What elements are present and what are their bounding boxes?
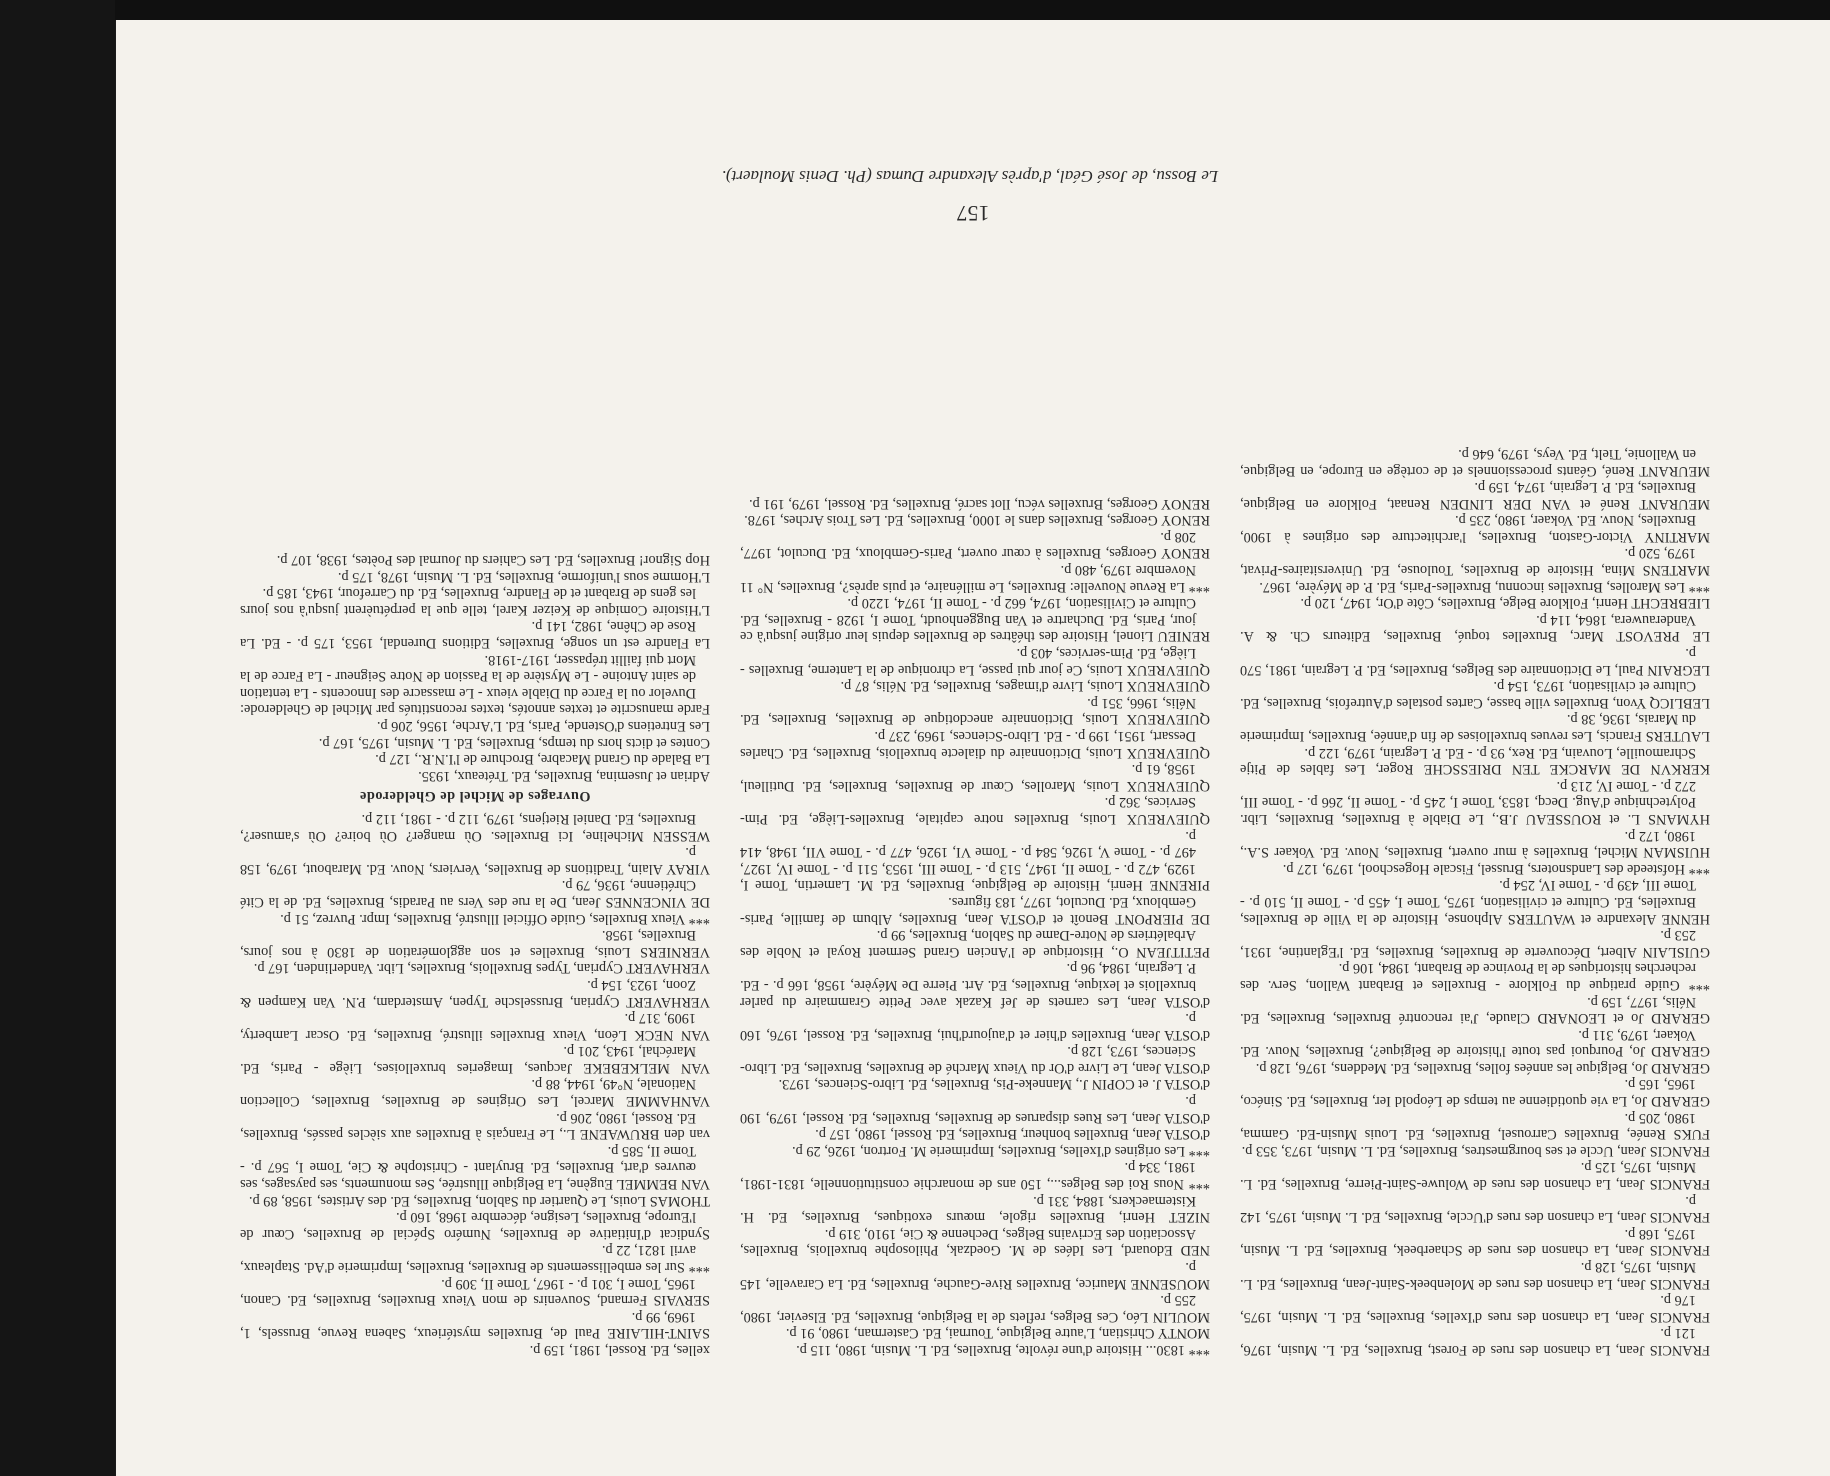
bibliography-entry: SAINT-HILAIRE Paul de, Bruxelles mystérieux, Sabena Revue, Brussels, 1, 1969, 99 p. <box>240 1308 710 1342</box>
bibliography-entry: d'OSTA Jean, Le Livre d'Or du Vieux Marché de Bruxelles, Bruxelles, Ed. Libro-Sciences, 1973, 128 p. <box>740 1043 1210 1076</box>
bibliography-entry: FUKS Renée, Bruxelles Carrousel, Bruxelles, Ed. Louis Musin-Ed. Gamma, 1980, 205 p. <box>1240 1109 1710 1143</box>
bibliography-entry: L'Histoire Comique de Keizer Karel, telle que la perpétuèrent jusqu'à nos jours les gens de Brabant et de Flandre, Bruxelles, Ed. du Carrefour, 1943, 185 p. <box>240 585 710 618</box>
bibliography-entry: MONTY Christian, L'autre Belgique, Tournai, Ed. Casterman, 1980, 91 p. <box>785 1325 1210 1342</box>
bibliography-entry: VAN NECK Léon, Vieux Bruxelles illustré, Bruxelles, Ed. Oscar Lamberty, 1909, 317 p. <box>240 1010 710 1043</box>
bibliography-entry: NED Edouard, Les Idées de M. Goedzak, Philosophe bruxellois, Bruxelles, Association des Ecrivains Belges, Dechenne & Cie, 1910, 319 p. <box>740 1225 1210 1259</box>
bibliography-entry: FRANCIS Jean, La chanson des rues d'Ixelles, Bruxelles, Ed. L. Musin, 1975, 176 p. <box>1240 1292 1710 1325</box>
bibliography-entry: QUIEVREUX Louis, Marolles, Cœur de Bruxelles, Bruxelles, Ed. Dutilleul, 1958, 61 p. <box>740 761 1210 794</box>
bibliography-entry: La Flandre est un songe, Bruxelles, Editions Durendal, 1953, 175 p. - Ed. La Rose de Chêne, 1982, 141 p. <box>240 618 710 652</box>
bibliography-entry: RENOY Georges, Bruxelles vécu, Ilot sacré, Bruxelles, Ed. Rossel, 1979, 191 p. <box>749 495 1210 512</box>
bibliography-entry: MARTINY Victor-Gaston, Bruxelles, l'architecture des origines à 1900, Bruxelles, Nouv. Ed. Vokaer, 1980, 235 p. <box>1240 512 1710 545</box>
bibliography-entry: VERHAVERT Cyprian, Types Bruxellois, Bruxelles, Libr. Vanderlinden, 167 p. <box>253 960 710 977</box>
bibliography-entry: *** Nous Roi des Belges..., 150 ans de monarchie constitutionnelle, 1831-1981, 1981, 334 p. <box>740 1159 1210 1193</box>
bibliography-entry: LIEBRECHT Henri, Folklore Belge, Bruxelles, Côte d'Or, 1947, 120 p. <box>1300 595 1710 612</box>
bibliography-entry: Syndicat d'Initiative de Bruxelles, Numéro Spécial de Bruxelles, Cœur de l'Europe, Bruxelles, Lesigne, décembre 1968, 160 p. <box>240 1209 710 1242</box>
bibliography-entry: Les Entretiens d'Ostende, Paris, Ed. L'Arche, 1956, 206 p. <box>376 718 710 735</box>
bibliography-entry: Hop Signor! Bruxelles, Ed. Les Cahiers du Journal des Poètes, 1938, 107 p. <box>276 552 710 569</box>
bibliography-entry: Contes et dicts hors du temps, Bruxelles, Ed. L. Musin, 1975, 167 p. <box>318 734 710 751</box>
bibliography-entry: GUISLAIN Albert, Découverte de Bruxelles, Bruxelles, Ed. l'Eglantine, 1931, 253 p. <box>1240 927 1710 960</box>
bibliography-entry: *** 1830... Histoire d'une révolte, Bruxelles, Ed. L. Musin, 1980, 115 p. <box>796 1342 1210 1358</box>
bibliography-entry: FRANCIS Jean, La chanson des rues de Molenbeek-Saint-Jean, Bruxelles, Ed. L. Musin, 1975, 128 p. <box>1240 1259 1710 1292</box>
bibliography-entry: THOMAS Louis, Le Quartier du Sablon, Bruxelles, Ed. des Artistes, 1958, 89 p. <box>248 1192 710 1209</box>
page-number: 157 <box>956 201 990 226</box>
bibliography-entry: MOULIN Léo, Ces Belges, reflets de la Belgique, Bruxelles, Ed. Elsevier, 1980, 255 p. <box>740 1292 1210 1325</box>
bibliography-entry: *** La Revue Nouvelle: Bruxelles, Le millénaire, et puis après?, Bruxelles, N° 11 Novembre 1979, 480 p. <box>740 562 1210 595</box>
bibliography-entry: *** Les origines d'Ixelles, Bruxelles, Imprimerie M. Fortron, 1926, 29 p. <box>792 1142 1210 1159</box>
bibliography-entry: *** Hofsteede des Landsnoters, Brussel, Fiscale Hogeschool, 1979, 127 p. <box>1282 860 1710 877</box>
bibliography-entry: MEURANT René et VAN DER LINDEN Renaat, Folklore en Belgique, Bruxelles, Ed. P. Legrain, 1974, 159 p. <box>1240 479 1710 512</box>
bibliography-entry: VERNIERS Louis, Bruxelles et son agglomération de 1830 à nos jours, Bruxelles, 1958. <box>240 927 710 960</box>
bibliography-entry: L'Homme sous l'uniforme, Bruxelles, Ed. L. Musin, 1978, 175 p. <box>337 568 710 585</box>
page-content-rotated <box>116 20 1830 1476</box>
bibliography-entry: QUIEVREUX Louis, Ce jour qui passe, La chronique de la Lanterne, Bruxelles - Liège, Ed. Pim-services, 403 p. <box>740 645 1210 678</box>
scan-top-edge <box>0 0 1830 20</box>
bibliography-entry: QUIEVREUX Louis, Dictionnaire anecdotique de Bruxelles, Bruxelles, Ed. Nélis, 1966, 351 p. <box>740 694 1210 728</box>
bibliography-entry: RENOY Georges, Bruxelles à cœur ouvert, Paris-Gembloux, Ed. Duculot, 1977, 208 p. <box>740 528 1210 562</box>
bibliography-entry: *** Vieux Bruxelles, Guide Officiel Illustré, Bruxelles, Impr. Puvrez, 51 p. <box>280 910 710 927</box>
bibliography-entry: d'OSTA Jean, Bruxelles d'hier et d'aujourd'hui, Bruxelles, Ed. Rossel, 1976, 160 p. <box>740 1010 1210 1043</box>
bibliography-entry: FRANCIS Jean, Uccle et ses bourgmestres, Bruxelles, Ed. L. Musin, 1973, 353 p. <box>1241 1142 1710 1159</box>
bibliography-entry: LEGRAIN Paul, Le Dictionnaire des Belges, Bruxelles, Ed. P. Legrain, 1981, 570 p. <box>1240 645 1710 678</box>
photo-caption: Le Bossu, de José Géal, d'après Alexandre Dumas (Ph. Denis Moulaert). <box>721 167 1219 186</box>
bibliography-entry: FRANCIS Jean, La chanson des rues de Forest, Bruxelles, Ed. L. Musin, 1976, 121 p. <box>1240 1325 1710 1358</box>
bibliography-entry: LE PREVOST Marc, Bruxelles toqué, Bruxelles, Editeurs Ch. & A. Vanderauwera, 1864, 114 p. <box>1240 611 1710 645</box>
bibliography-entry: *** Guide pratique du Folklore - Bruxelles et Brabant Wallon, Serv. des recherches historiques de la Province de Brabant, 1984, 106 p. <box>1240 960 1710 993</box>
bibliography-entry: MOUSENNE Maurice, Bruxelles Rive-Gauche, Bruxelles, Ed. La Caravelle, 145 p. <box>740 1259 1210 1292</box>
bibliography-entry: RENOY Georges, Bruxelles dans le 1000, Bruxelles, Ed. Les Trois Arches, 1978. <box>744 512 1210 529</box>
bibliography-entry: FRANCIS Jean, La chanson des rues de Schaerbeek, Bruxelles, Ed. L. Musin, 1975, 168 p. <box>1240 1225 1710 1259</box>
bibliography-entry: d'OSTA Jean, Les carnets de Jef Kazak avec Petite Grammaire du parler bruxellois et lexique, Bruxelles, Ed. Art. Pierre De Méyère, 1958, 166 p. - Ed. P. Legrain, 1984, 96 p. <box>740 960 1210 1010</box>
bibliography-entry: La Balade du Grand Macabre, Brochure de l'I.N.R., 127 p. <box>375 751 710 768</box>
bibliography-entry: PETITJEAN O., Historique de l'Ancien Grand Serment Royal et Noble des Arbalétriers de Notre-Dame du Sablon, Bruxelles, 99 p. <box>740 927 1210 960</box>
bibliography-entry: HENNE Alexandre et WAUTERS Alphonse, Histoire de la Ville de Bruxelles, Bruxelles, Ed. Culture et civilisation, 1975, Tome I, 455 p. - Tome II, 510 p. - Tome III, 439 p. - Tome IV, 254 p. <box>1240 877 1710 927</box>
bibliography-entry: FRANCIS Jean, La chanson des rues d'Uccle, Bruxelles, Ed. L. Musin, 1975, 142 p. <box>1240 1192 1710 1226</box>
bibliography-entry: d'OSTA J. et COPIN J., Manneke-Pis, Bruxelles, Ed. Libro-Sciences, 1973. <box>778 1076 1210 1093</box>
bibliography-entry: KERKVN DE MARCKE TEN DRIESSCHE Roger, Les fables de Pitje Schramouille, Louvain, Ed. Rex, 93 p. - Ed. P. Legrain, 1979, 122 p. <box>1240 744 1710 778</box>
bibliography-entry: van den BRUWAENE L., Le Français à Bruxelles aux siècles passés, Bruxelles, Ed. Rossel, 1980, 206 p. <box>240 1109 710 1143</box>
bibliography-entry: GERARD Jo, Pourquoi pas toute l'histoire de Belgique?, Bruxelles, Nouv. Ed. Vokaer, 1979, 311 p. <box>1240 1026 1710 1060</box>
bibliography-entry: QUIEVREUX Louis, Livre d'images, Bruxelles, Ed. Nélis, 87 p. <box>840 678 1210 695</box>
bibliography-entry: LAUTERS Francis, Les revues bruxelloises de fin d'année, Bruxelles, Imprimerie du Marais, 1936, 38 p. <box>1240 711 1710 745</box>
book-page <box>116 20 1830 1476</box>
bibliography-column-3 <box>240 258 710 1358</box>
bibliography-entry: *** Sur les embellissements de Bruxelles, Bruxelles, Imprimerie d'Ad. Stapleaux, avril 1821, 22 p. <box>240 1242 710 1276</box>
bibliography-entry: GERARD Jo, Belgique les années folles, Bruxelles, Ed. Meddens, 1976, 128 p. <box>1255 1059 1710 1076</box>
bibliography-entry: VERHAVERT Cyprian, Brusselsche Typen, Amsterdam, P.N. Van Kampen & Zoon, 1923, 154 p. <box>240 976 710 1010</box>
bibliography-entry: LEBLICQ Yvon, Bruxelles ville basse, Cartes postales d'Autrefois, Bruxelles, Ed. Culture et civilisation, 1973, 154 p. <box>1240 678 1710 711</box>
bibliography-entry: d'OSTA Jean, Bruxelles bonheur, Bruxelles, Ed. Rossel, 1980, 157 p. <box>815 1126 1210 1143</box>
bibliography-entry: GERARD Jo, La vie quotidienne au temps de Léopold Ier, Bruxelles, Ed. Sinéco, 1965, 165 p. <box>1240 1076 1710 1110</box>
bibliography-entry: DE PIERPONT Benoît et d'OSTA Jean, Bruxelles, Album de famille, Paris-Gembloux, Ed. Duculot, 1977, 183 figures. <box>740 893 1210 927</box>
bibliography-entry: RENIEU Lionel, Histoire des théâtres de Bruxelles depuis leur origine jusqu'à ce jour, Paris, Ed. Duchartre et Van Buggenhoudt, Tome I, 1928 - Bruxelles, Ed. Culture et Civilisation, 1974, 662 p. - Tome II, 1974, 1220 p. <box>740 595 1210 645</box>
bibliography-entry: GERARD Jo et LEONARD Claude, J'ai rencontré Bruxelles, Bruxelles, Ed. Nélis, 1977, 159 p. <box>1240 993 1710 1027</box>
bibliography-entry: VAN BEMMEL Eugène, La Belgique Illustrée, Ses monuments, ses paysages, ses œuvres d'art, Bruxelles, Ed. Bruylant - Christophe & Cie, Tome I, 567 p. - Tome II, 585 p. <box>240 1142 710 1193</box>
bibliography-entry: xelles, Ed. Rossel, 1981, 159 p. <box>529 1342 710 1358</box>
bibliography-entry: SERVAIS Fernand, Souvenirs de mon Vieux Bruxelles, Bruxelles, Ed. Canon, 1965, Tome I, 301 p. - 1967, Tome II, 309 p. <box>240 1275 710 1309</box>
bibliography-entry: PIRENNE Henri, Histoire de Belgique, Bruxelles, Ed. M. Lamertin, Tome I, 1929, 472 p. - Tome II, 1947, 513 p. - Tome III, 1953, 511 p. - Tome IV, 1927, 497 p. - Tome V, 1926, 584 p. - Tome VI, 1926, 477 p. - Tome VII, 1948, 414 p. <box>740 827 1210 894</box>
bibliography-entry: *** Les Marolles, Bruxelles inconnu, Bruxelles-Paris, Ed. P. de Méyère, 1967. <box>1259 578 1710 595</box>
bibliography-entry: HUISMAN Michel, Bruxelles à mur ouvert, Bruxelles, Nouv. Ed. Vokaer S.A., 1980, 172 p. <box>1240 827 1710 861</box>
bibliography-entry: Farde manuscrite et textes annotés, textes reconstitués par Michel de Ghelderode: Duvelor ou la Farce du Diable vieux - Le massacre des Innocents - La tentation de saint Antoine - Le Mystère de la Passion de Notre Seigneur - La Farce de la Mort qui faillit trépasser, 1917-1918. <box>240 651 710 718</box>
bibliography-entry: d'OSTA Jean, Les Rues disparues de Bruxelles, Bruxelles, Ed. Rossel, 1979, 190 p. <box>740 1093 1210 1126</box>
bibliography-entry: MARTENS Mina, Histoire de Bruxelles, Toulouse, Ed. Universitaires-Privat, 1979, 520 p. <box>1240 545 1710 579</box>
section-heading: Ouvrages de Michel de Ghelderode <box>359 788 591 805</box>
bibliography-column-1 <box>1240 258 1710 1358</box>
bibliography-entry: VAN MELKEBEKE Jacques, Imageries bruxelloises, Liège - Paris, Ed. Maréchal, 1943, 201 p. <box>240 1043 710 1076</box>
bibliography-entry: FRANCIS Jean, La chanson des rues de Woluwe-Saint-Pierre, Bruxelles, Ed. L. Musin, 1975, 125 p. <box>1240 1159 1710 1193</box>
bibliography-entry: NIZET Henri, Bruxelles rigole, mœurs exotiques, Bruxelles, Ed. H. Kistemaeckers, 1884, 331 p. <box>740 1192 1210 1226</box>
scan-binding-shadow <box>0 0 115 1476</box>
bibliography-entry: WESSEN Micheline, Ici Bruxelles. Où manger? Où boire? Où s'amuser?, Bruxelles, Ed. Daniel Rietjens, 1979, 112 p. - 1981, 112 p. <box>240 811 710 844</box>
bibliography-entry: DE VINCENNES Jean, De la rue des Vers au Paradis, Bruxelles, Ed. de la Cité Chrétienne, 1936, 79 p. <box>240 877 710 910</box>
bibliography-column-2 <box>740 258 1210 1358</box>
bibliography-entry: VIRAY Alain, Traditions de Bruxelles, Verviers, Nouv. Ed. Marabout, 1979, 158 p. <box>240 844 710 877</box>
bibliography-entry: QUIEVREUX Louis, Dictionnaire du dialecte bruxellois, Bruxelles, Ed. Charles Dessart, 1951, 199 p. - Ed. Libro-Sciences, 1969, 237 p. <box>740 728 1210 761</box>
bibliography-entry: VANHAMME Marcel, Les Origines de Bruxelles, Bruxelles, Collection Nationale, N°49, 1944, 88 p. <box>240 1076 710 1110</box>
bibliography-entry: HYMANS L. et ROUSSEAU J.B., Le Diable à Bruxelles, Bruxelles, Libr. Polytechnique d'Aug. Decq, 1853, Tome I, 245 p. - Tome II, 266 p. - Tome III, 272 p. - Tome IV, 213 p. <box>1240 777 1710 827</box>
bibliography-entry: Adrian et Jusemina, Bruxelles, Ed. Tréteaux, 1935. <box>418 767 710 784</box>
bibliography-entry: MEURANT René, Géants processionnels et de cortège en Europe, en Belgique, en Wallonie, Tielt, Ed. Veys, 1979, 646 p. <box>1240 445 1710 479</box>
bibliography-entry: QUIEVREUX Louis, Bruxelles notre capitale, Bruxelles-Liège, Ed. Pim-Services, 362 p. <box>740 794 1210 827</box>
